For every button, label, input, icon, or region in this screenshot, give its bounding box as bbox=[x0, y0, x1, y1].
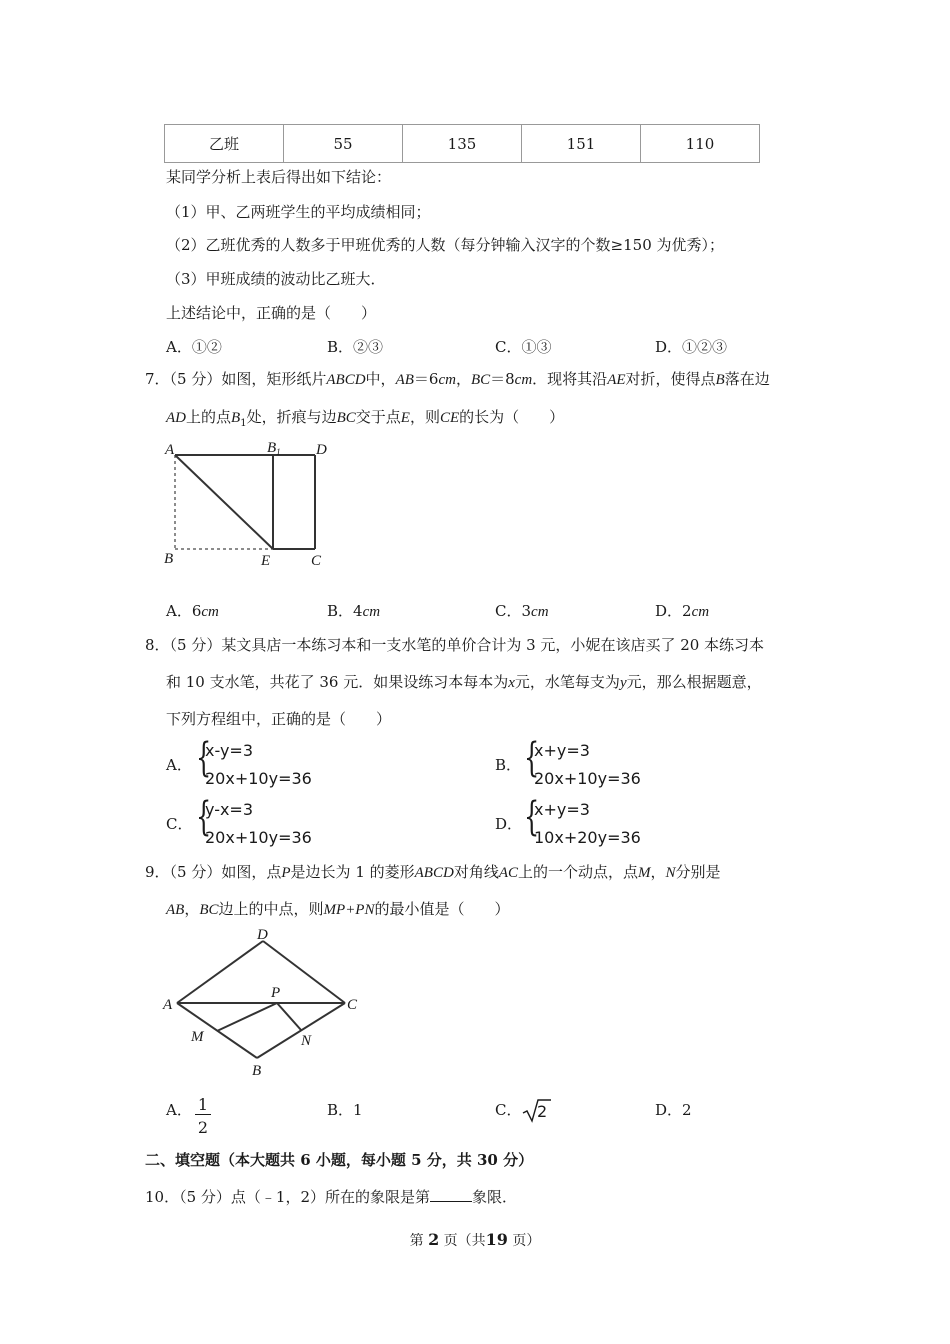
q6-conclusion-1: （1）甲、乙两班学生的平均成绩相同； bbox=[166, 203, 431, 221]
q8-option-a-eq1: x-y=3 bbox=[205, 741, 254, 760]
q8-option-c-eq2: 20x+10y=36 bbox=[205, 828, 312, 847]
q7-line-1: 7．（5 分）如图，矩形纸片ABCD中，AB＝6cm，BC＝8cm．现将其沿AE对折，使得点B落在边 bbox=[145, 370, 770, 388]
label-c: C bbox=[347, 997, 358, 1013]
segment-pn bbox=[277, 1003, 301, 1030]
fold-line-ae bbox=[175, 455, 273, 549]
table-cell: 乙班 bbox=[165, 125, 284, 163]
q7-option-d: D．2cm bbox=[655, 602, 710, 620]
q9-rhombus-figure bbox=[155, 925, 375, 1080]
q9-option-c-radicand: 2 bbox=[537, 1102, 548, 1121]
q8-line-1: 8．（5 分）某文具店一本练习本和一支水笔的单价合计为 3 元，小妮在该店买了 20 本练习本 bbox=[145, 636, 765, 654]
q8-option-b-letter: B． bbox=[495, 756, 522, 774]
q9-option-d: D．2 bbox=[655, 1101, 692, 1119]
q8-option-d-eq1: x+y=3 bbox=[534, 800, 590, 819]
q6-conclusion-2: （2）乙班优秀的人数多于甲班优秀的人数（每分钟输入汉字的个数≥150 为优秀）； bbox=[166, 236, 725, 254]
section-2-heading: 二、填空题（本大题共 6 小题，每小题 5 分，共 30 分） bbox=[145, 1151, 534, 1169]
answer-blank[interactable] bbox=[430, 1187, 472, 1202]
q6-option-a: A．①② bbox=[166, 338, 222, 356]
label-p: P bbox=[271, 985, 281, 1001]
q9-option-c-letter: C． bbox=[495, 1101, 522, 1119]
q8-option-b-eq2: 20x+10y=36 bbox=[534, 769, 641, 788]
fraction-bar bbox=[195, 1114, 211, 1115]
q8-option-a-letter: A． bbox=[166, 756, 192, 774]
table-cell: 110 bbox=[641, 125, 760, 163]
q6-intro: 某同学分析上表后得出如下结论： bbox=[166, 168, 392, 186]
label-m: M bbox=[191, 1029, 204, 1045]
table-cell: 55 bbox=[284, 125, 403, 163]
q7-option-a: A．6cm bbox=[166, 602, 219, 620]
q6-conclusion-3: （3）甲班成绩的波动比乙班大． bbox=[166, 270, 386, 288]
q6-option-c: C．①③ bbox=[495, 338, 552, 356]
q7-option-c: C．3cm bbox=[495, 602, 549, 620]
label-d: D bbox=[257, 927, 268, 943]
q8-line-3: 下列方程组中，正确的是（ ） bbox=[166, 710, 392, 728]
label-a: A bbox=[165, 442, 175, 458]
label-a: A bbox=[163, 997, 173, 1013]
label-b: B bbox=[252, 1063, 262, 1079]
q10-text: 10．（5 分）点（﹣1，2）所在的象限是第 象限． bbox=[145, 1188, 518, 1206]
label-e: E bbox=[261, 553, 271, 569]
score-table bbox=[164, 124, 760, 163]
edge-bc bbox=[257, 1003, 345, 1058]
q6-question: 上述结论中，正确的是（ ） bbox=[166, 304, 377, 322]
edge-ad bbox=[177, 941, 263, 1003]
q9-option-b: B．1 bbox=[327, 1101, 363, 1119]
table-row bbox=[165, 125, 760, 163]
q6-option-d: D．①②③ bbox=[655, 338, 728, 356]
q6-option-b: B．②③ bbox=[327, 338, 384, 356]
brace-icon: { bbox=[196, 735, 212, 781]
label-c: C bbox=[311, 553, 322, 569]
q8-option-c-letter: C． bbox=[166, 815, 193, 833]
label-d: D bbox=[316, 442, 327, 458]
label-b1: $B_1$ bbox=[267, 440, 281, 457]
q8-option-d-eq2: 10x+20y=36 bbox=[534, 828, 641, 847]
brace-icon: { bbox=[524, 794, 540, 840]
q8-option-b-eq1: x+y=3 bbox=[534, 741, 590, 760]
q8-line-2: 和 10 支水笔，共花了 36 元．如果设练习本每本为x元，水笔每支为y元，那么根据题意， bbox=[166, 673, 762, 691]
q8-option-d-letter: D． bbox=[495, 815, 523, 833]
label-b: B bbox=[164, 551, 174, 567]
table-cell: 135 bbox=[403, 125, 522, 163]
brace-icon: { bbox=[196, 794, 212, 840]
q7-option-b: B．4cm bbox=[327, 602, 381, 620]
brace-icon: { bbox=[524, 735, 540, 781]
q9-option-a-numerator: 1 bbox=[197, 1095, 209, 1114]
segment-mp bbox=[217, 1003, 277, 1031]
page-footer: 第 2 页（共19 页） bbox=[409, 1230, 541, 1249]
label-n: N bbox=[301, 1033, 312, 1049]
table-cell: 151 bbox=[522, 125, 641, 163]
q7-line-2: AD上的点$B_1$处，折痕与边BC交于点E，则CE的长为（ ） bbox=[166, 408, 565, 429]
q9-line-1: 9．（5 分）如图，点P是边长为 1 的菱形ABCD对角线AC上的一个动点，点M，N分别是 bbox=[145, 863, 721, 881]
q7-rectangle-figure bbox=[155, 435, 345, 575]
q8-option-c-eq1: y-x=3 bbox=[205, 800, 254, 819]
q9-option-a-denominator: 2 bbox=[197, 1118, 209, 1137]
q8-option-a-eq2: 20x+10y=36 bbox=[205, 769, 312, 788]
q9-line-2: AB，BC边上的中点，则MP+PN的最小值是（ ） bbox=[166, 900, 510, 918]
q9-option-a-letter: A． bbox=[166, 1101, 192, 1119]
